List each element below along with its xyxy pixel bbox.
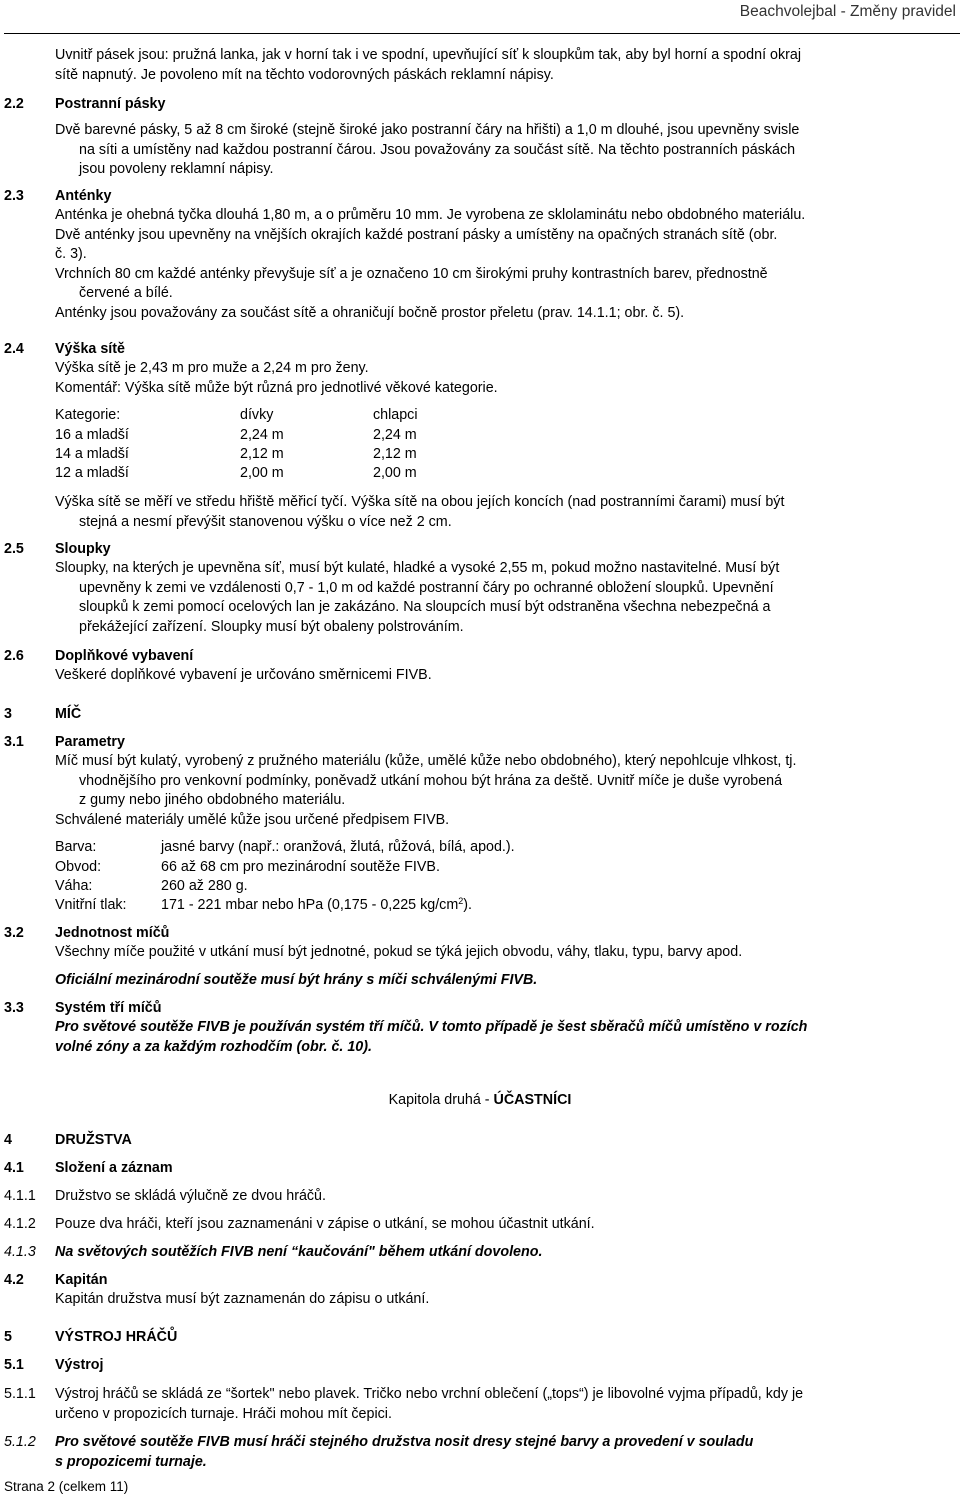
- section-number: 2.4: [4, 341, 24, 357]
- intro-paragraph: Uvnitř pásek jsou: pružná lanka, jak v horní tak i ve spodní, upevňující síť k sloupkům tak, aby byl horní a spodní okraj sítě napnutý. Je povoleno mít na těchto vodorovných páskách reklamní nápisy.: [55, 47, 802, 83]
- section-body: Míč musí být kulatý, vyrobený z pružného materiálu (kůže, umělé kůže nebo obdobného), který nepohlcuje vlhkost, tj. vhodnějšího pro venkovní podmínky, poněvadž utkání mohou být hrána za deště. Uvnitř míče je duše vyrobená z gumy nebo jiného obdobného materiálu. Schválené materiály umělé kůže jsou určené předpisem FIVB.: [55, 753, 797, 828]
- section-title: Kapitán: [55, 1272, 108, 1288]
- comment: Komentář: Výška sítě může být různá pro jednotlivé věkové kategorie.: [55, 380, 498, 396]
- section-body: Kapitán družstva musí být zaznamenán do zápisu o utkání.: [55, 1291, 430, 1307]
- section-title: Postranní pásky: [55, 96, 166, 112]
- section-body: Výška sítě je 2,43 m pro muže a 2,24 m pro ženy.: [55, 360, 369, 376]
- section-title: Výška sítě: [55, 341, 125, 357]
- subsection-body: Pro světové soutěže FIVB musí hráči stejného družstva nosit dresy stejné barvy a provedení v souladu s propozicemi turnaje.: [55, 1434, 754, 1470]
- section-title: Sloupky: [55, 541, 111, 557]
- chapter-title: DRUŽSTVA: [55, 1132, 132, 1148]
- section-title: Parametry: [55, 734, 125, 750]
- section-number: 4.2: [4, 1272, 24, 1288]
- pressure-value: 171 - 221 mbar nebo hPa (0,175 - 0,225 $kg/cm^2$).: [161, 896, 472, 913]
- emphasis-rule: Oficiální mezinárodní soutěže musí být hrány s míči schválenými FIVB.: [55, 972, 538, 988]
- emphasis-rule: Pro světové soutěže FIVB je používán systém tří míčů. V tomto případě je šest sběračů míčů umístěno v rozích volné zóny a za každým rozhodčím (obr. č. 10).: [55, 1019, 808, 1055]
- section-number: 3.3: [4, 1000, 24, 1016]
- page-footer: Strana 2 (celkem 11): [4, 1479, 129, 1494]
- subsection-number: 4.1.1: [4, 1188, 36, 1204]
- section-body: Výška sítě se měří ve středu hřiště měřicí tyčí. Výška sítě na obou jejích koncích (nad postranními čarami) musí být stejná a nesmí převýšit stanovenou výšku o více než 2 cm.: [55, 494, 785, 530]
- section-title: Systém tří míčů: [55, 1000, 162, 1016]
- section-title: Výstroj: [55, 1357, 104, 1373]
- chapter-title: VÝSTROJ HRÁČŮ: [55, 1329, 178, 1345]
- chapter-number: 3: [4, 706, 12, 722]
- section-title: Složení a záznam: [55, 1160, 173, 1176]
- section-number: 4.1: [4, 1160, 24, 1176]
- section-body: Veškeré doplňkové vybavení je určováno směrnicemi FIVB.: [55, 667, 432, 683]
- section-number: 3.2: [4, 925, 24, 941]
- subsection-number: 4.1.2: [4, 1216, 36, 1232]
- section-title: Jednotnost míčů: [55, 925, 170, 941]
- section-number: 2.5: [4, 541, 24, 557]
- section-body: Anténka je ohebná tyčka dlouhá 1,80 m, a o průměru 10 mm. Je vyrobena ze sklolaminátu nebo obdobného materiálu. Dvě anténky jsou upevněny na vnějších okrajích každé postraní pásky a umístěny na opačných stranách sítě (obr. č. 3). Vrchních 80 cm každé anténky převyšuje síť a je označeno 10 cm širokými pruhy kontrastních barev, přednostně červené a bílé. Anténky jsou považovány za součást sítě a ohraničují bočně prostor přeletu (prav. 14.1.1; obr. č. 5).: [55, 207, 806, 321]
- section-body: Sloupky, na kterých je upevněna síť, musí být kulaté, hladké a vysoké 2,55 m, pokud možno nastavitelné. Musí být upevněny k zemi ve vzdálenosti 0,7 - 1,0 m od každé postranní čáry po ochranné obložení sloupků. Upevnění sloupků k zemi pomocí ocelových lan je zakázáno. Na sloupcích musí být odstraněna všechna nebezpečná a překážející zařízení. Sloupky musí být obaleny polstrováním.: [55, 560, 780, 635]
- subsection-number: 5.1.2: [4, 1434, 36, 1450]
- subsection-body: Pouze dva hráči, kteří jsou zaznamenáni v zápise o utkání, se mohou účastnit utkání.: [55, 1216, 595, 1232]
- subsection-number: 4.1.3: [4, 1244, 36, 1260]
- section-number: 2.3: [4, 188, 24, 204]
- running-header: Beachvolejbal - Změny pravidel: [739, 3, 956, 20]
- section-number: 5.1: [4, 1357, 24, 1373]
- section-title: Doplňkové vybavení: [55, 648, 194, 664]
- chapter-number: 4: [4, 1132, 12, 1148]
- chapter-title: MÍČ: [55, 706, 82, 722]
- section-number: 3.1: [4, 734, 24, 750]
- subsection-body: Výstroj hráčů se skládá ze “šortek" nebo plavek. Tričko nebo vrchní oblečení („tops“) je libovolné vyjma případů, kdy je určeno v propozicích turnaje. Hráči mohou mít čepici.: [55, 1386, 804, 1422]
- subsection-number: 5.1.1: [4, 1386, 36, 1402]
- header-rule: [4, 33, 960, 34]
- section-body: Všechny míče použité v utkání musí být jednotné, pokud se týká jejich obvodu, váhy, tlaku, typu, barvy apod.: [55, 944, 743, 960]
- subsection-body: Družstvo se skládá výlučně ze dvou hráčů.: [55, 1188, 326, 1204]
- subsection-body: Na světových soutěžích FIVB není “kaučování" během utkání dovoleno.: [55, 1244, 543, 1260]
- section-number: 2.6: [4, 648, 24, 664]
- section-body: Dvě barevné pásky, 5 až 8 cm široké (stejně široké jako postranní čáry na hřišti) a 1,0 m dlouhé, jsou upevněny svisle na síti a umístěny nad každou postranní čárou. Jsou považovány za součást sítě. Na těchto postranních páskách jsou povoleny reklamní nápisy.: [55, 122, 800, 177]
- section-number: 2.2: [4, 96, 24, 112]
- section-title: Anténky: [55, 188, 112, 204]
- chapter-number: 5: [4, 1329, 12, 1345]
- chapter-heading: Kapitola druhá - ÚČASTNÍCI: [388, 1092, 572, 1108]
